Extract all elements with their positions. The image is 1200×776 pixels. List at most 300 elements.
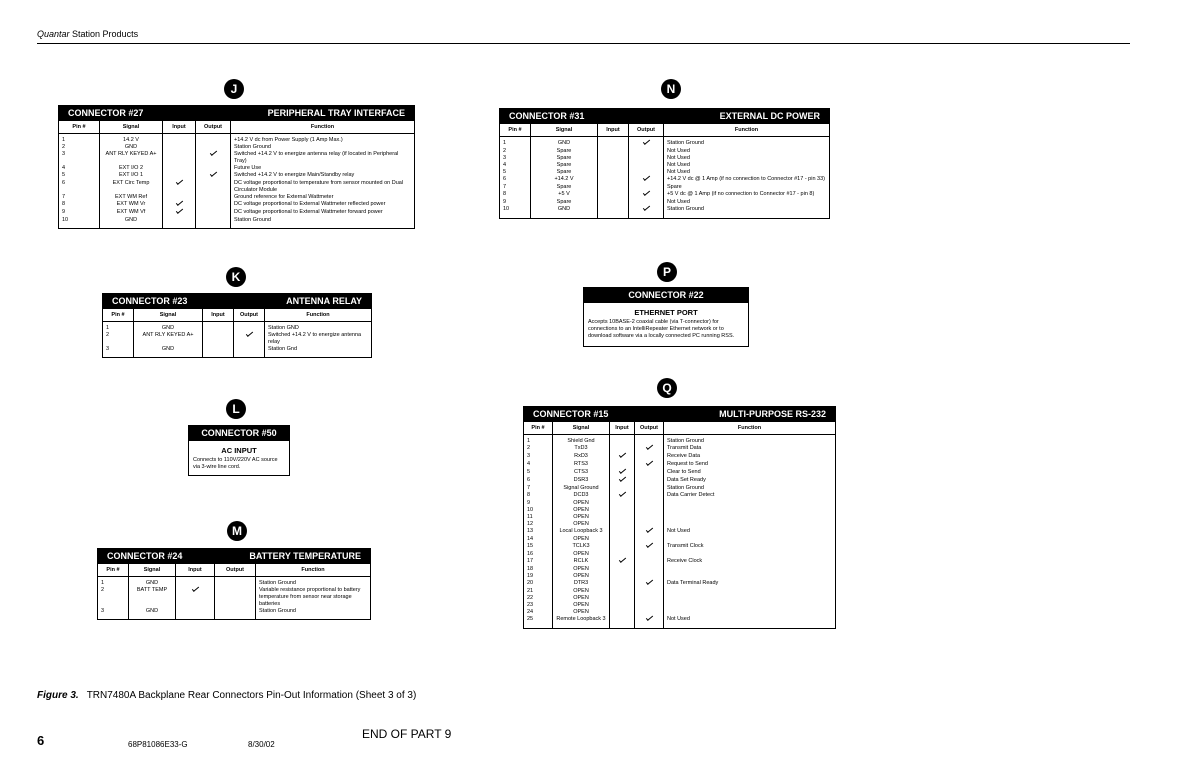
table-row [98, 608, 370, 619]
function-cell [664, 514, 836, 521]
function-cell: Request to Send [664, 461, 836, 469]
input-cell [203, 332, 234, 346]
signal-cell: EXT WM Ref [100, 194, 163, 201]
function-cell: Switched +14.2 V to energize Main/Standby relay [231, 172, 415, 180]
pin-cell: 10 [62, 217, 69, 223]
pin-cell: 7 [62, 194, 66, 200]
function-cell: Station GND [265, 322, 372, 333]
signal-cell: OPEN [553, 536, 610, 543]
table-row [59, 180, 414, 194]
pinout-table [524, 422, 835, 628]
pin-cell: 6 [62, 180, 66, 186]
function-cell: Not Used [664, 169, 830, 176]
signal-cell: GND [129, 577, 176, 588]
output-cell [635, 477, 664, 485]
pin-cell: 3 [527, 453, 531, 459]
output-cell [635, 500, 664, 507]
input-cell [598, 148, 629, 155]
checkmark-icon [619, 492, 626, 497]
io-cell [629, 191, 664, 199]
signal-cell: OPEN [553, 551, 610, 558]
checkmark-icon [176, 209, 183, 214]
function-cell: Data Terminal Ready [664, 580, 836, 588]
column-header: Output [215, 564, 256, 577]
pin-cell: 3 [62, 151, 66, 157]
pin-cell: 2 [503, 148, 507, 154]
io-cell [196, 151, 231, 165]
table-row [524, 521, 835, 528]
table-row [103, 322, 371, 333]
pin-cell: 9 [62, 209, 66, 215]
input-cell [610, 500, 635, 507]
output-cell [629, 148, 664, 155]
io-cell [635, 461, 664, 469]
input-cell [610, 566, 635, 573]
table-row [524, 477, 835, 485]
signal-cell: GND [129, 608, 176, 619]
io-cell [635, 580, 664, 588]
figure-caption [37, 690, 416, 701]
pin-cell: 16 [527, 551, 534, 557]
output-cell [635, 558, 664, 566]
input-cell [610, 507, 635, 514]
pin-cell: 7 [527, 485, 531, 491]
table-row [59, 217, 414, 228]
io-cell [610, 453, 635, 461]
checkmark-icon [619, 477, 626, 482]
io-cell [629, 206, 664, 218]
function-cell [664, 602, 836, 609]
column-header: Input [598, 124, 629, 137]
io-cell [234, 332, 265, 346]
function-cell [664, 507, 836, 514]
connector-name: CONNECTOR #24 [107, 551, 183, 561]
function-cell: Clear to Send [664, 469, 836, 477]
input-cell [598, 199, 629, 206]
checkmark-icon [176, 201, 183, 206]
table-row [500, 184, 829, 191]
output-cell [196, 194, 231, 201]
table-row [524, 461, 835, 469]
pin-cell: 9 [527, 500, 531, 506]
output-cell [635, 492, 664, 500]
function-cell: Transmit Data [664, 445, 836, 453]
checkmark-icon [646, 461, 653, 466]
connector-header [59, 106, 414, 121]
checkmark-icon [643, 176, 650, 181]
connector-31-table [499, 108, 830, 219]
function-cell: Future Use [231, 165, 415, 172]
pin-cell: 1 [106, 325, 110, 331]
output-cell [629, 155, 664, 162]
table-row [98, 587, 370, 608]
table-row [524, 528, 835, 536]
signal-cell: DCD3 [553, 492, 610, 500]
function-cell: Data Set Ready [664, 477, 836, 485]
function-cell [664, 521, 836, 528]
pin-cell: 14 [527, 536, 534, 542]
signal-cell: Spare [531, 184, 598, 191]
pinout-table [500, 124, 829, 218]
pin-cell: 8 [62, 201, 66, 207]
pin-cell: 4 [503, 162, 507, 168]
input-cell [610, 580, 635, 588]
table-row [524, 616, 835, 628]
table-row [500, 199, 829, 206]
pin-cell: 11 [527, 514, 533, 520]
document-date: 8/30/02 [248, 740, 275, 749]
input-cell [610, 521, 635, 528]
pin-cell: 8 [527, 492, 531, 498]
pin-cell: 6 [527, 477, 531, 483]
function-cell: Station Gnd [265, 346, 372, 357]
connector-22-desc: Accepts 10BASE-2 coaxial cable (via T-connector) for connections to an IntelliRepeater Ethernet network or to download software via a locally connected PC running RSS. [588, 319, 735, 339]
pin-cell: 18 [527, 566, 534, 572]
table-row [98, 577, 370, 588]
table-row [524, 595, 835, 602]
column-header: Signal [531, 124, 598, 137]
io-cell [176, 587, 215, 608]
function-cell: DC voltage proportional to External Wattmeter reflected power [231, 201, 415, 209]
io-cell [635, 445, 664, 453]
table-row [524, 588, 835, 595]
connector-24-table [97, 548, 371, 620]
pin-cell: 4 [62, 165, 66, 171]
table-row [103, 346, 371, 357]
signal-cell: ANT RLY KEYED A+ [134, 332, 203, 346]
io-cell [629, 176, 664, 184]
column-header: Output [629, 124, 664, 137]
pin-cell: 25 [527, 616, 534, 622]
connector-22-subtitle: ETHERNET PORT [634, 308, 698, 317]
figure-text: TRN7480A Backplane Rear Connectors Pin-Out Information (Sheet 3 of 3) [86, 690, 417, 701]
signal-cell: DSR3 [553, 477, 610, 485]
pin-cell: 4 [527, 461, 531, 467]
badge-m: M [227, 521, 247, 541]
connector-title: MULTI-PURPOSE RS-232 [719, 409, 826, 419]
column-header: Signal [129, 564, 176, 577]
pin-cell: 5 [527, 469, 531, 475]
table-row [524, 492, 835, 500]
column-header: Function [256, 564, 371, 577]
signal-cell: GND [531, 137, 598, 149]
function-cell: Station Ground [664, 485, 836, 492]
function-cell: Transmit Clock [664, 543, 836, 551]
pin-cell: 6 [503, 176, 507, 182]
function-cell: Station Ground [664, 137, 830, 149]
column-header: Function [664, 124, 830, 137]
signal-cell: OPEN [553, 566, 610, 573]
input-cell [610, 602, 635, 609]
pin-cell: 24 [527, 609, 534, 615]
function-cell [664, 551, 836, 558]
io-cell [635, 616, 664, 628]
table-row [524, 514, 835, 521]
signal-cell: GND [100, 217, 163, 228]
checkmark-icon [619, 558, 626, 563]
output-cell [635, 469, 664, 477]
pin-cell: 2 [527, 445, 531, 451]
table-row [524, 453, 835, 461]
connector-27-table [58, 105, 415, 229]
table-row [524, 536, 835, 543]
table-row [500, 169, 829, 176]
table-row [524, 500, 835, 507]
pin-cell: 3 [106, 346, 110, 352]
input-cell [163, 217, 196, 228]
signal-cell: OPEN [553, 507, 610, 514]
function-cell: Station Ground [664, 435, 836, 446]
function-cell: DC voltage proportional to External Wattmeter forward power [231, 209, 415, 217]
pin-cell: 1 [62, 137, 66, 143]
signal-cell: GND [100, 144, 163, 151]
input-cell [598, 176, 629, 184]
function-cell: Station Ground [256, 577, 371, 588]
connector-title: PERIPHERAL TRAY INTERFACE [267, 108, 405, 118]
io-cell [635, 528, 664, 536]
checkmark-icon [619, 469, 626, 474]
checkmark-icon [646, 528, 653, 533]
function-cell [664, 536, 836, 543]
signal-cell: Spare [531, 148, 598, 155]
io-cell [610, 492, 635, 500]
table-row [500, 155, 829, 162]
input-cell [610, 543, 635, 551]
table-row [500, 137, 829, 149]
output-cell [215, 587, 256, 608]
io-cell [196, 172, 231, 180]
column-header: Output [196, 121, 231, 134]
signal-cell: DTR3 [553, 580, 610, 588]
column-header: Function [231, 121, 415, 134]
input-cell [610, 609, 635, 616]
connector-title: EXTERNAL DC POWER [719, 111, 820, 121]
input-cell [203, 346, 234, 357]
output-cell [234, 346, 265, 357]
output-cell [196, 180, 231, 194]
output-cell [196, 209, 231, 217]
checkmark-icon [643, 140, 650, 145]
connector-23-table [102, 293, 372, 358]
function-cell: Spare [664, 184, 830, 191]
connector-50-title: CONNECTOR #50 [189, 426, 289, 441]
signal-cell: +14.2 V [531, 176, 598, 184]
pin-cell: 15 [527, 543, 534, 549]
pin-cell: 10 [527, 507, 534, 513]
signal-cell: TCLK3 [553, 543, 610, 551]
connector-50-box [188, 425, 290, 476]
signal-cell: BATT TEMP [129, 587, 176, 608]
input-cell [610, 573, 635, 580]
signal-cell: Spare [531, 162, 598, 169]
pin-cell: 7 [503, 184, 507, 190]
function-cell: Data Carrier Detect [664, 492, 836, 500]
column-header: Function [265, 309, 372, 322]
column-header: Input [610, 422, 635, 435]
connector-header [98, 549, 370, 564]
pinout-table [59, 121, 414, 228]
badge-p: P [657, 262, 677, 282]
function-cell: DC voltage proportional to temperature from sensor mounted on Dual Circulator Module [231, 180, 415, 194]
column-header: Input [163, 121, 196, 134]
table-row [524, 485, 835, 492]
column-header: Output [234, 309, 265, 322]
function-cell [664, 500, 836, 507]
table-row [59, 151, 414, 165]
table-row [524, 609, 835, 616]
signal-cell: EXT Circ Temp [100, 180, 163, 194]
pin-cell: 12 [527, 521, 534, 527]
function-cell: Not Used [664, 616, 836, 628]
function-cell [664, 595, 836, 602]
function-cell: Receive Data [664, 453, 836, 461]
input-cell [203, 322, 234, 333]
checkmark-icon [646, 445, 653, 450]
io-cell [635, 543, 664, 551]
pin-cell: 1 [101, 580, 105, 586]
column-header: Pin # [500, 124, 531, 137]
connector-50-desc: Connects to 110V/220V AC source via 3-wire line cord. [193, 457, 278, 470]
checkmark-icon [246, 332, 253, 337]
function-cell: Station Ground [664, 206, 830, 218]
signal-cell: Shield Gnd [553, 435, 610, 446]
badge-l: L [226, 399, 246, 419]
table-row [524, 580, 835, 588]
connector-title: ANTENNA RELAY [286, 296, 362, 306]
input-cell [598, 169, 629, 176]
connector-title: BATTERY TEMPERATURE [249, 551, 361, 561]
input-cell [163, 134, 196, 145]
pin-cell: 20 [527, 580, 534, 586]
input-cell [610, 528, 635, 536]
signal-cell: OPEN [553, 609, 610, 616]
pin-cell: 21 [527, 588, 534, 594]
table-row [500, 191, 829, 199]
badge-k: K [226, 267, 246, 287]
pin-cell: 2 [62, 144, 66, 150]
column-header: Signal [100, 121, 163, 134]
table-row [59, 194, 414, 201]
pin-cell: 2 [101, 587, 105, 593]
table-row [524, 445, 835, 453]
function-cell: Ground reference for External Wattmeter [231, 194, 415, 201]
connector-name: CONNECTOR #27 [68, 108, 144, 118]
checkmark-icon [619, 453, 626, 458]
output-cell [635, 507, 664, 514]
function-cell: Variable resistance proportional to battery temperature from sensor near storage batteries [256, 587, 371, 608]
signal-cell: GND [531, 206, 598, 218]
function-cell [664, 566, 836, 573]
input-cell [163, 144, 196, 151]
signal-cell: OPEN [553, 602, 610, 609]
signal-cell: OPEN [553, 514, 610, 521]
badge-n: N [661, 79, 681, 99]
signal-cell: Spare [531, 155, 598, 162]
pin-cell: 2 [106, 332, 110, 338]
output-cell [635, 514, 664, 521]
output-cell [196, 201, 231, 209]
checkmark-icon [210, 172, 217, 177]
input-cell [163, 151, 196, 165]
signal-cell: RxD3 [553, 453, 610, 461]
column-header: Signal [134, 309, 203, 322]
input-cell [176, 608, 215, 619]
table-row [524, 543, 835, 551]
pin-cell: 3 [101, 608, 105, 614]
figure-label: Figure 3. [37, 690, 79, 701]
function-cell: +14.2 V dc @ 1 Amp (if no connection to Connector #17 - pin 33) [664, 176, 830, 184]
pin-cell: 8 [503, 191, 507, 197]
function-cell: Station Ground [231, 144, 415, 151]
page-number: 6 [37, 733, 45, 748]
table-row [59, 172, 414, 180]
signal-cell: Remote Loopback 3 [553, 616, 610, 628]
pin-cell: 19 [527, 573, 534, 579]
signal-cell: EXT WM Vr [100, 201, 163, 209]
header-rule [37, 43, 1130, 44]
signal-cell: OPEN [553, 588, 610, 595]
connector-22-box [583, 287, 749, 347]
pin-cell: 9 [503, 199, 507, 205]
connector-50-subtitle: AC INPUT [221, 446, 257, 455]
signal-cell: Local Loopback 3 [553, 528, 610, 536]
connector-22-title: CONNECTOR #22 [584, 288, 748, 303]
table-row [500, 148, 829, 155]
badge-j: J [224, 79, 244, 99]
checkmark-icon [210, 151, 217, 156]
pin-cell: 3 [503, 155, 507, 161]
checkmark-icon [192, 587, 199, 592]
header-brand: Quantar [37, 29, 70, 39]
io-cell [163, 209, 196, 217]
connector-name: CONNECTOR #23 [112, 296, 188, 306]
input-cell [610, 595, 635, 602]
table-row [103, 332, 371, 346]
signal-cell: CTS3 [553, 469, 610, 477]
signal-cell: Spare [531, 169, 598, 176]
output-cell [196, 217, 231, 228]
signal-cell: RCLK [553, 558, 610, 566]
end-of-part: END OF PART 9 [362, 727, 452, 741]
table-row [524, 469, 835, 477]
connector-name: CONNECTOR #15 [533, 409, 609, 419]
pin-cell: 17 [527, 558, 534, 564]
function-cell: Not Used [664, 148, 830, 155]
function-cell: Not Used [664, 155, 830, 162]
table-row [59, 165, 414, 172]
input-cell [598, 184, 629, 191]
io-cell [610, 477, 635, 485]
input-cell [598, 155, 629, 162]
signal-cell: EXT I/O 1 [100, 172, 163, 180]
column-header: Pin # [103, 309, 134, 322]
column-header: Input [203, 309, 234, 322]
signal-cell: Signal Ground [553, 485, 610, 492]
signal-cell: +5 V [531, 191, 598, 199]
checkmark-icon [643, 206, 650, 211]
output-cell [635, 588, 664, 595]
function-cell: Station Ground [231, 217, 415, 228]
checkmark-icon [646, 616, 653, 621]
function-cell: Not Used [664, 162, 830, 169]
signal-cell: ANT RLY KEYED A+ [100, 151, 163, 165]
output-cell [635, 485, 664, 492]
input-cell [598, 162, 629, 169]
input-cell [163, 165, 196, 172]
signal-cell: GND [134, 322, 203, 333]
input-cell [610, 514, 635, 521]
column-header: Output [635, 422, 664, 435]
